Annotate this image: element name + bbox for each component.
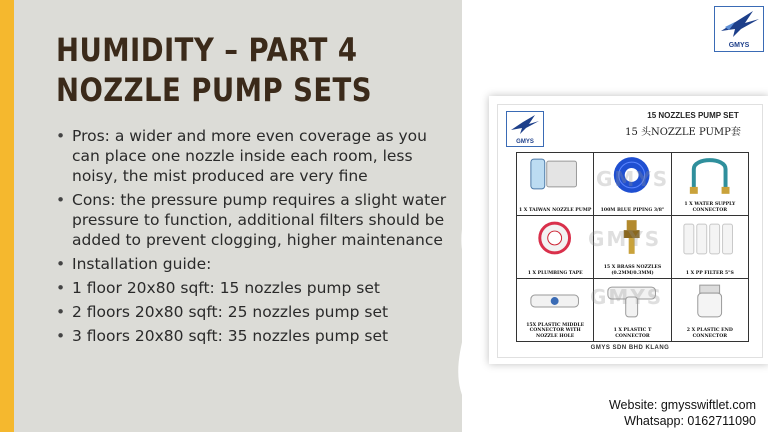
- logo-text: GMYS: [728, 42, 750, 49]
- slide-title: [56, 30, 456, 110]
- pump-icon: [517, 153, 593, 197]
- item-label: 1 X TAIWAN NOZZLE PUMP: [519, 207, 592, 213]
- end-connector-icon: [672, 279, 748, 323]
- gmys-logo: [714, 6, 764, 52]
- product-cell: [672, 153, 749, 216]
- item-label: 1 X PP FILTER 5"S: [685, 270, 734, 276]
- product-footer: GMYS SDN BHD KLANG: [590, 345, 670, 351]
- product-cell: [672, 279, 749, 342]
- tape-icon: [517, 216, 593, 260]
- item-label: 1 X PLUMBING TAPE: [527, 270, 583, 276]
- item-label: 1 X WATER SUPPLY CONNECTOR: [684, 202, 736, 213]
- accent-bar: [0, 0, 14, 432]
- item-label: 15 X BRASS NOZZLES (0.2MM/0.3MM): [603, 265, 662, 276]
- filter-icon: [672, 216, 748, 260]
- product-title-cn: 15 头NOZZLE PUMP套: [625, 127, 741, 138]
- product-image: [489, 96, 768, 364]
- product-cell: [672, 216, 749, 279]
- item-label: 1 X PLASTIC T CONNECTOR: [613, 328, 652, 339]
- hose-icon: [672, 153, 748, 197]
- website-text: Website: gmysswiftlet.com: [608, 398, 756, 412]
- swiftlet-icon: [507, 112, 543, 138]
- bullet-pros: • Pros: a wider and more even coverage as you can place one nozzle inside each room, less noisy, the mist produced are very fine: [56, 126, 456, 186]
- middle-connector-icon: [517, 279, 593, 323]
- product-logo: [506, 111, 544, 147]
- product-title-en: 15 NOZZLES PUMP SET: [647, 111, 739, 120]
- item-label: 15X PLASTIC MIDDLE CONNECTOR WITH NOZZLE HOLE: [526, 322, 585, 339]
- bullet-2-floors: • 2 floors 20x80 sqft: 25 nozzles pump set: [56, 302, 456, 322]
- watermark: GMYS: [590, 285, 664, 309]
- bullet-list: [56, 126, 456, 350]
- title-line-1: HUMIDITY – PART 4: [56, 31, 358, 69]
- product-logo-text: GMYS: [516, 139, 534, 145]
- watermark: GMYS: [596, 167, 670, 191]
- product-cell: [517, 153, 594, 216]
- title-line-2: NOZZLE PUMP SETS: [56, 71, 372, 109]
- item-label: 100M BLUE PIPING 3/8": [600, 207, 665, 213]
- swiftlet-icon: [715, 7, 763, 41]
- product-sheet: [497, 104, 763, 358]
- bullet-3-floors: • 3 floors 20x80 sqft: 35 nozzles pump set: [56, 326, 456, 346]
- item-label: 2 X PLASTIC END CONNECTOR: [686, 328, 733, 339]
- bullet-installation-guide: • Installation guide:: [56, 254, 456, 274]
- product-cell: [517, 216, 594, 279]
- product-cell: [517, 279, 594, 342]
- whatsapp-text: Whatsapp: 0162711090: [624, 414, 756, 428]
- bullet-cons: • Cons: the pressure pump requires a slight water pressure to function, additional filters should be added to prevent clogging, higher maintenance: [56, 190, 456, 250]
- watermark: GMYS: [588, 227, 662, 251]
- bullet-1-floor: • 1 floor 20x80 sqft: 15 nozzles pump set: [56, 278, 456, 298]
- contact-info: [609, 397, 756, 429]
